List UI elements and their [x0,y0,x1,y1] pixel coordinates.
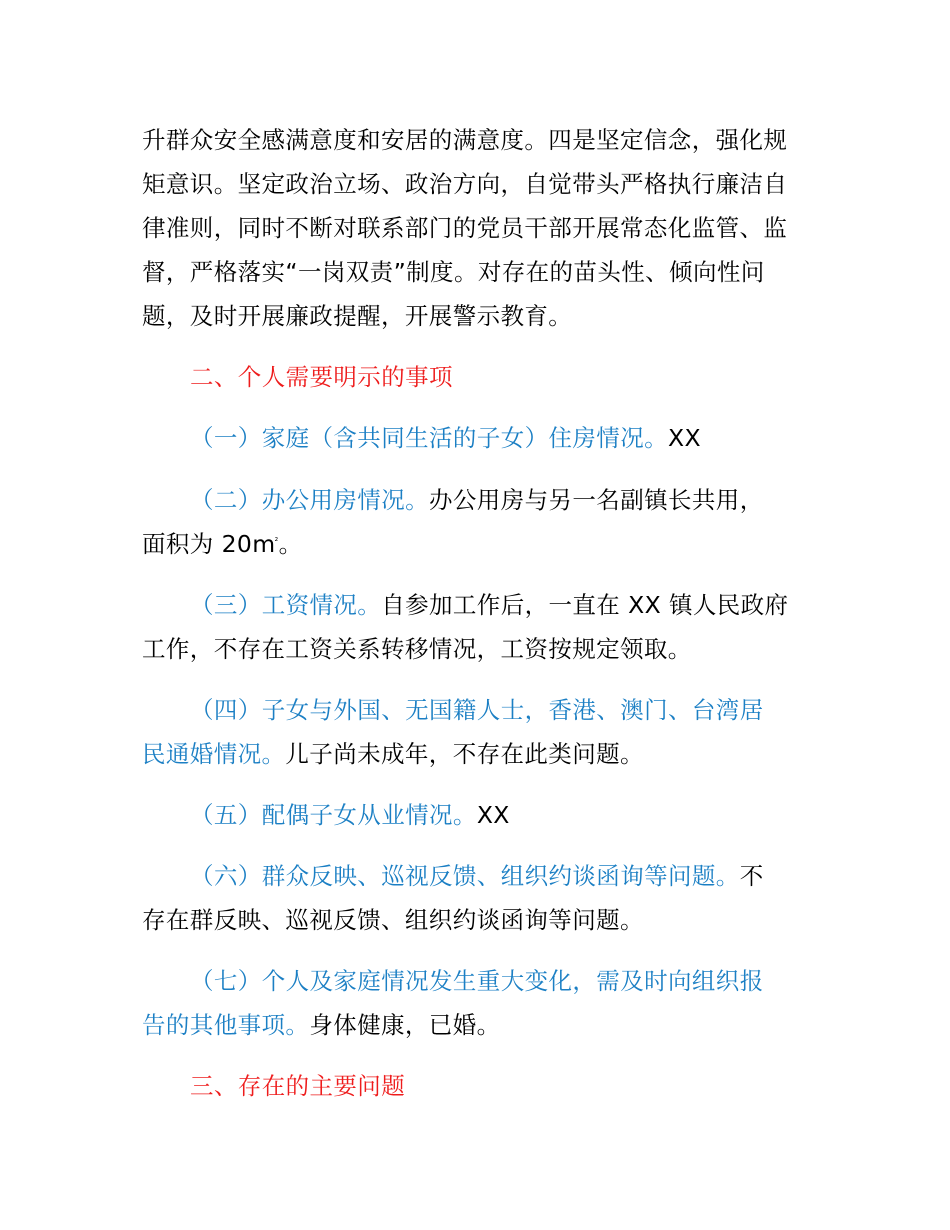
item-2-area: 面积为 20m [142,530,276,558]
item-7-continuation [142,1010,501,1040]
item-5-text: XX [476,801,510,829]
square-superscript: ² [274,537,279,547]
item-4-text: 儿子尚未成年，不存在此类问题。 [285,740,644,768]
item-3-title: （三）工资情况。 [190,591,382,619]
item-5 [190,800,510,830]
item-2-end: 。 [278,530,303,558]
item-3-continuation: 工作，不存在工资关系转移情况，工资按规定领取。 [142,635,692,663]
item-7-title-end: 告的其他事项。 [142,1011,310,1039]
item-4-title: （四）子女与外国、无国籍人士，香港、澳门、台湾居 [190,696,764,724]
section-heading-2: 二、个人需要明示的事项 [190,363,453,391]
item-1-title: （一）家庭（含共同生活的子女）住房情况。 [190,424,668,452]
item-6-continuation: 存在群反映、巡视反馈、组织约谈函询等问题。 [142,906,644,934]
item-2 [190,485,764,515]
item-7-text: 身体健康，已婚。 [309,1011,501,1039]
body-line: 矩意识。坚定政治立场、政治方向，自觉带头严格执行廉洁自 [142,170,788,198]
item-1 [190,423,701,453]
item-6-title: （六）群众反映、巡视反馈、组织约谈函询等问题。 [190,862,740,890]
item-2-continuation [142,529,303,559]
item-2-text: 办公用房与另一名副镇长共用， [429,486,764,514]
item-4-continuation [142,739,644,769]
item-6 [190,861,764,891]
body-line: 律准则，同时不断对联系部门的党员干部开展常态化监管、监 [142,214,788,242]
item-7-title: （七）个人及家庭情况发生重大变化，需及时向组织报 [190,967,764,995]
body-line: 题，及时开展廉政提醒，开展警示教育。 [142,302,573,330]
body-line: 升群众安全感满意度和安居的满意度。四是坚定信念，强化规 [142,126,788,154]
item-5-title: （五）配偶子女从业情况。 [190,801,477,829]
item-3 [190,590,788,620]
section-heading-3: 三、存在的主要问题 [190,1072,406,1100]
item-6-text: 不 [739,862,764,890]
item-2-title: （二）办公用房情况。 [190,486,429,514]
item-3-text: 自参加工作后，一直在 XX 镇人民政府 [381,591,789,619]
body-line: 督，严格落实“一岗双责”制度。对存在的苗头性、倾向性问 [142,258,765,286]
item-1-text: XX [668,424,701,452]
item-4-title-end: 民通婚情况。 [142,740,286,768]
